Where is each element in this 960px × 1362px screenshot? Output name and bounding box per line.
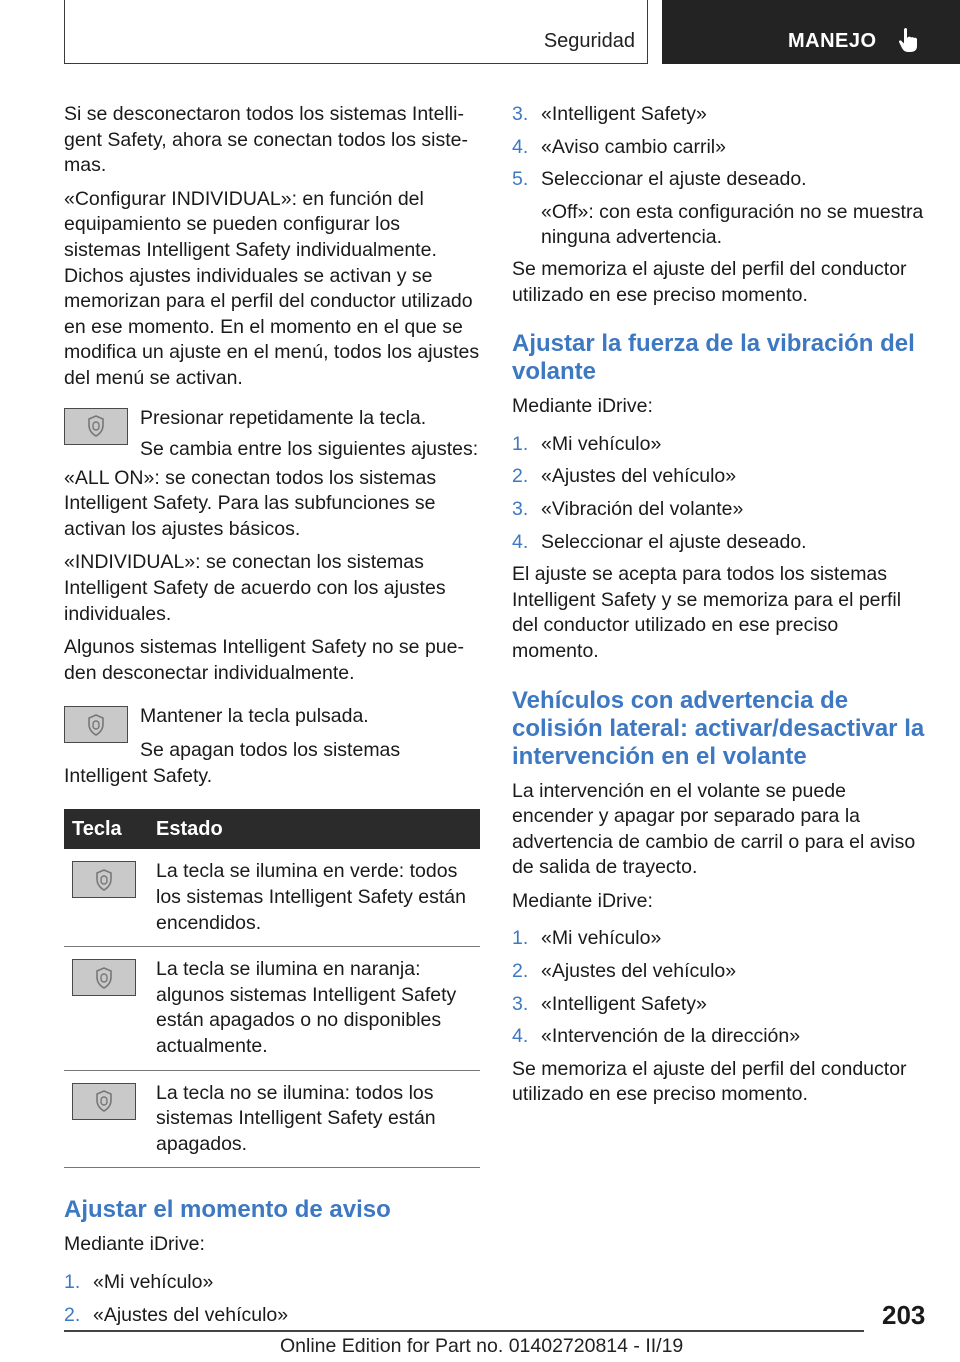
table-header-state: Estado — [148, 809, 480, 849]
list-item: 4. Seleccionar el ajuste deseado. — [512, 530, 807, 553]
paragraph: Mediante iDrive: — [512, 395, 653, 418]
edition-text: Online Edition for Part no. 01402720814 - II/19 — [280, 1335, 684, 1357]
list-item: 5. Seleccionar el ajuste deseado. — [512, 168, 807, 191]
steps-list — [512, 432, 928, 555]
table-row — [64, 947, 480, 1070]
section-heading: Ajustar el momento de aviso — [64, 1196, 391, 1224]
paragraph: «Configurar INDIVIDUAL»: en función del equipamiento se pueden configurar los sistemas Intelligent Safety individualmente. Dichos ajustes individuales se activan y se memorizan para el perfil del conductor utilizado en ese momento. En el momento en el que se modifica un ajuste en el menú, todos los ajustes del menú se activan. — [64, 187, 480, 389]
intelligent-safety-key — [64, 408, 128, 445]
list-item: 3. «Vibración del volante» — [512, 497, 744, 520]
paragraph: Mediante iDrive: — [64, 1233, 205, 1256]
intelligent-safety-key — [72, 861, 136, 898]
paragraph: Se memoriza el ajuste del perfil del conductor utilizado en ese preciso momento. — [512, 1057, 907, 1106]
left-column — [64, 102, 480, 1335]
sub-note: «Off»: con esta configuración no se muestra ninguna advertencia. — [541, 200, 924, 249]
key-instruction-text: Presionar repetidamente la tecla. — [140, 406, 427, 429]
list-item: 2. «Ajustes del vehículo» — [64, 1303, 289, 1326]
list-item: 1. «Mi vehículo» — [512, 432, 662, 455]
list-item: 3. «Intelligent Safety» — [512, 103, 707, 125]
intelligent-safety-key — [72, 1083, 136, 1120]
intelligent-safety-key-icon — [95, 967, 113, 989]
steps-list — [512, 102, 928, 193]
list-item: 1. «Mi vehículo» — [512, 927, 662, 950]
key-instruction-text: Se cambia entre los siguientes ajustes: — [140, 438, 479, 461]
list-item: 4. «Intervención de la dirección» — [512, 1025, 801, 1048]
header-section-box — [64, 0, 648, 64]
key-instruction-1 — [64, 406, 480, 466]
page-number: 203 — [882, 1300, 926, 1330]
intelligent-safety-key-icon — [87, 714, 105, 736]
header-section-title: Seguridad — [543, 30, 635, 52]
paragraph: El ajuste se acepta para todos los sistemas Intelligent Safety y se memoriza para el perfil del conductor utilizado en ese preciso momento. — [512, 563, 902, 662]
steps-list — [64, 1270, 480, 1328]
paragraph: Se memoriza el ajuste del perfil del conductor utilizado en ese preciso momento. — [512, 257, 907, 306]
list-item: 2. «Ajustes del vehículo» — [512, 465, 737, 488]
header-chapter-tab — [662, 0, 960, 64]
key-instruction-2 — [64, 704, 480, 764]
paragraph: «ALL ON»: se conectan todos los sistemas Intelligent Safety. Para las subfunciones se activan los ajustes básicos. — [64, 466, 437, 540]
section-heading: Vehículos con advertencia de colisión lateral: activar/desactivar la intervención en el volante — [512, 686, 925, 770]
key-status-table — [64, 809, 480, 1168]
pointing-hand-icon — [898, 27, 920, 53]
intelligent-safety-key-icon — [87, 415, 105, 437]
paragraph: Se apagan todos los sistemas Intelligent Safety. — [64, 739, 401, 787]
list-item: 4. «Aviso cambio carril» — [512, 135, 726, 158]
table-cell-state: La tecla se ilumina en naranja: algunos sistemas Intelligent Safety están apagados o no disponibles actualmente. — [148, 947, 480, 1070]
list-item: 2. «Ajustes del vehículo» — [512, 960, 737, 983]
intelligent-safety-key-icon — [95, 869, 113, 891]
paragraph: Si se desconectaron todos los sistemas Intelligent Safety, ahora se conectan todos los sistemas. — [64, 103, 468, 177]
intelligent-safety-key — [72, 959, 136, 996]
table-cell-state: La tecla se ilumina en verde: todos los sistemas Intelligent Safety están encendidos. — [148, 849, 480, 946]
list-item: 1. «Mi vehículo» — [64, 1271, 214, 1293]
table-cell-state: La tecla no se ilumina: todos los sistemas Intelligent Safety están apagados. — [148, 1070, 480, 1168]
paragraph: Mediante iDrive: — [512, 889, 653, 912]
paragraph: Algunos sistemas Intelligent Safety no se pueden desconectar individualmente. — [64, 636, 464, 684]
intelligent-safety-key-icon — [95, 1090, 113, 1112]
steps-list — [512, 926, 928, 1049]
key-instruction-text: Mantener la tecla pulsada. — [140, 705, 369, 728]
right-column — [512, 102, 928, 1116]
paragraph: La intervención en el volante se puede encender y apagar por separado para la advertencia de cambio de carril o para el aviso de salida de trayecto. — [512, 779, 916, 879]
section-heading: Ajustar la fuerza de la vibración del volante — [512, 330, 915, 386]
list-item: 3. «Intelligent Safety» — [512, 992, 707, 1015]
footer-divider — [64, 1330, 864, 1332]
paragraph: «INDIVIDUAL»: se conectan los sistemas Intelligent Safety de acuerdo con los ajustes individuales. — [64, 551, 446, 625]
table-row — [64, 849, 480, 946]
header-chapter-title: MANEJO — [788, 30, 877, 52]
table-header-key: Tecla — [64, 809, 148, 849]
table-row — [64, 1070, 480, 1168]
intelligent-safety-key — [64, 706, 128, 743]
